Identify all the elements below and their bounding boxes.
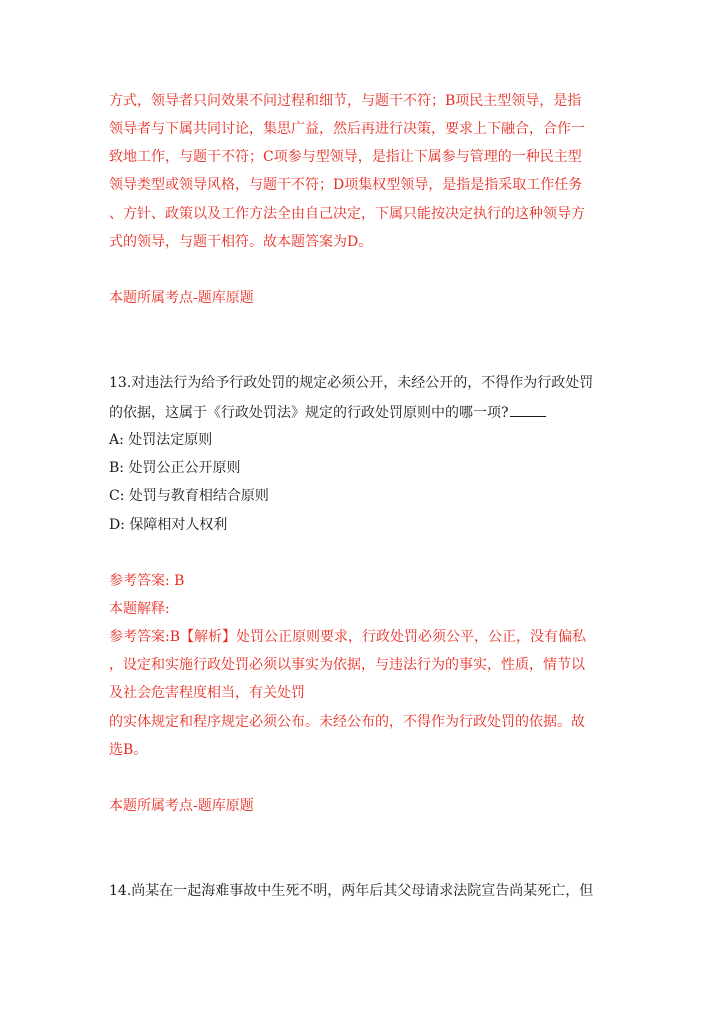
source-label: 本题所属考点-题库原题 [109,290,254,306]
answer-blank [510,403,546,417]
explanation-line: 的实体规定和程序规定必须公布。未经公布的，不得作为行政处罚的依据。故 [109,714,585,730]
explanation-line: ，设定和实施行政处罚必须以事实为依据，与违法行为的事实，性质，情节以 [109,657,585,673]
reference-answer: 参考答案: B [109,573,185,589]
explanation-line: 及社会危害程度相当，有关处罚 [109,685,305,701]
option-a: A: 处罚法定原则 [109,432,213,448]
explanation-label: 本题解释: [109,601,170,617]
explanation-line: 选B。 [109,742,148,758]
question-text-content: 的依据，这属于《行政处罚法》规定的行政处罚原则中的哪一项? [109,405,509,421]
question-text: 13.对违法行为给予行政处罚的规定必须公开，未经公开的，不得作为行政处罚 [109,375,594,391]
explanation-line: 领导类型或领导风格，与题干不符；D项集权型领导，是指是指采取工作任务 [109,177,583,193]
explanation-line: 式的领导，与题干相符。故本题答案为D。 [109,234,373,250]
source-label: 本题所属考点-题库原题 [109,798,254,814]
explanation-line: 致地工作，与题干不符；C项参与型领导，是指让下属参与管理的一种民主型 [109,149,582,165]
option-b: B: 处罚公正公开原则 [109,460,241,476]
explanation-line: 方式，领导者只问效果不问过程和细节，与题干不符；B项民主型领导，是指 [109,93,582,109]
question-text [109,403,619,421]
explanation-line: 参考答案:B【解析】处罚公正原则要求，行政处罚必须公平，公正，没有偏私 [109,629,587,645]
explanation-line: 、方针、政策以及工作方法全由自己决定，下属只能按决定执行的这种领导方 [109,206,585,222]
explanation-line: 领导者与下属共同讨论，集思广益，然后再进行决策，要求上下融合，合作一 [109,121,585,137]
option-d: D: 保障相对人权利 [109,517,228,533]
question-text: 14.尚某在一起海难事故中生死不明，两年后其父母请求法院宣告尚某死亡，但 [109,883,594,899]
option-c: C: 处罚与教育相结合原则 [109,488,269,504]
